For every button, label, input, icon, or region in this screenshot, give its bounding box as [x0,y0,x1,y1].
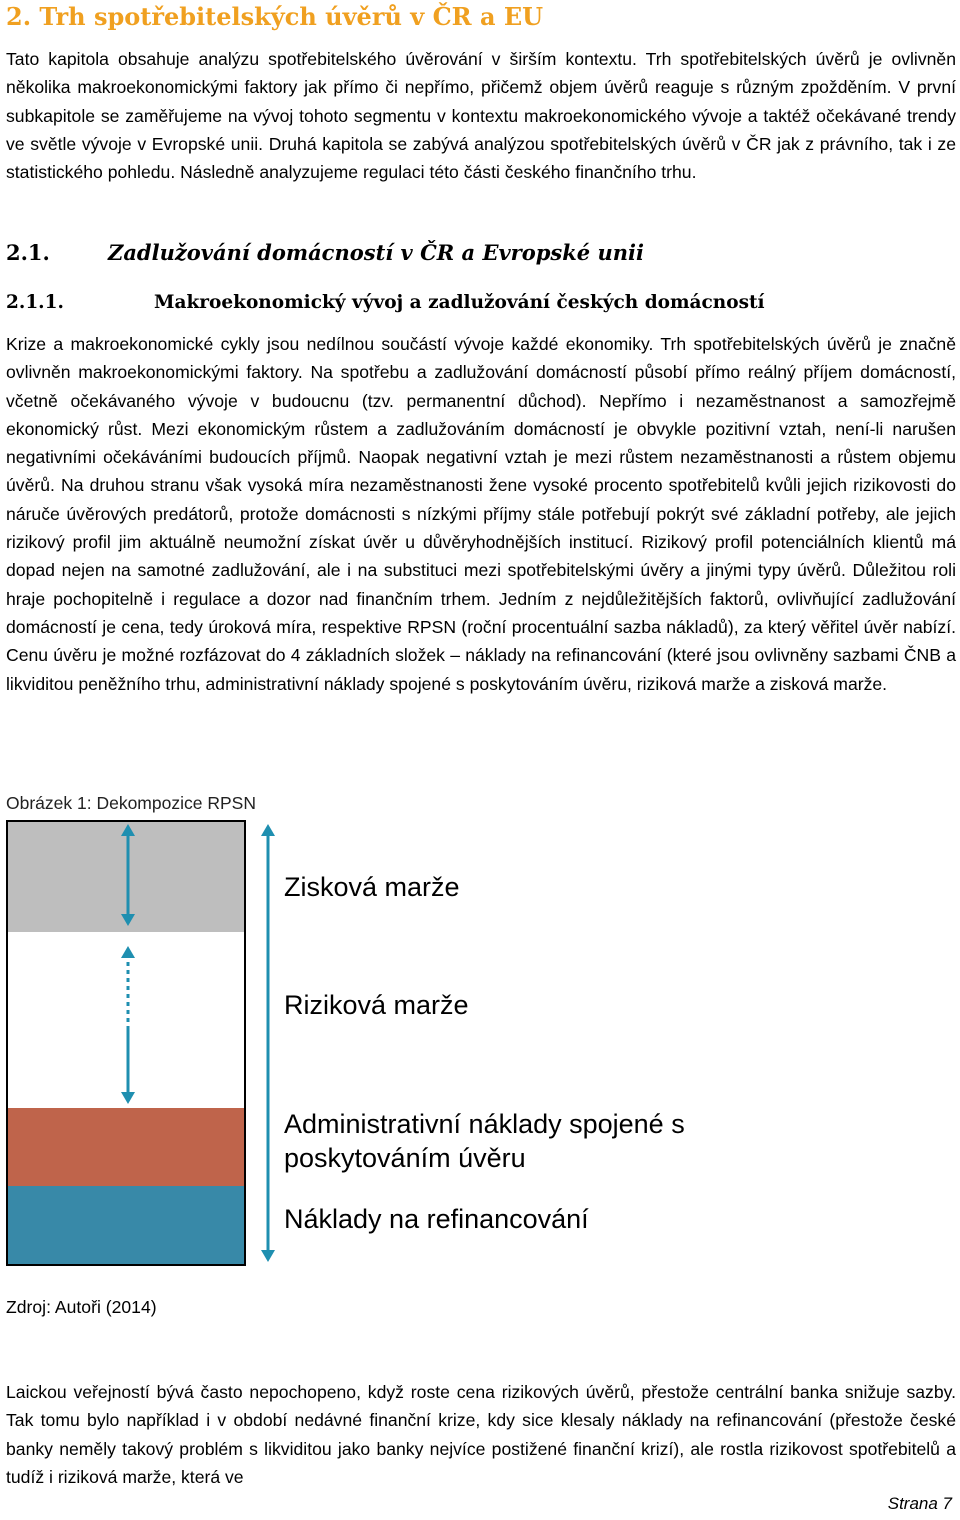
intro-paragraph: Tato kapitola obsahuje analýzu spotřebitelského úvěrování v širším kontextu. Trh spotřebitelských úvěrů je ovlivněn několika makroekonomickými faktory jak přímo či nepřímo, přičemž objem úvěrů reaguje s různým zpožděním. V první subkapitole se zaměřujeme na vývoj tohoto segmentu v kontextu makroekonomického vývoje a taktéž očekávané trendy ve světle vývoje v Evropské unii. Druhá kapitola se zabývá analýzou spotřebitelských úvěrů v ČR jak z právního, tak i ze statistického pohledu. Následně analyzujeme regulaci této části českého finančního trhu. [6,49,956,183]
profit-margin-label: Zisková marže [284,872,460,902]
figure-source: Zdroj: Autoři (2014) [6,1297,157,1317]
section-title: Zadlužování domácností v ČR a Evropské unii [108,240,644,265]
rpsn-decomposition-figure [6,820,956,1270]
refinancing-costs-label: Náklady na refinancování [284,1204,589,1234]
body-paragraph: Krize a makroekonomické cykly jsou nedílnou součástí vývoje každé ekonomiky. Trh spotřebitelských úvěrů je značně ovlivněn makroekonomickými faktory. Na spotřebu a zadlužování domácností působí přímo reálný příjem domácností, včetně očekávaného vývoje v budoucnu (tzv. permanentní důchod). Nepřímo i nezaměstnanost a samozřejmě ekonomický růst. Mezi ekonomickým růstem a zadlužováním domácností je obvykle pozitivní vztah, není-li narušen negativními očekáváními budoucích příjmů. Naopak negativní vztah je mezi růstem nezaměstnanosti a růstem objemu úvěrů. Na druhou stranu však vysoká míra nezaměstnanosti žene vysoké procento spotřebitelů kvůli jejich rizikovosti do náruče úvěrových predátorů, protože domácnosti s nízkými příjmy stále potřebují pokrýt své základní potřeby, ale jejich rizikový profil jim aktuálně neumožní získat úvěr u důvěryhodnějších institucí. Rizikový profil potenciálních klientů má dopad nejen na samotné zadlužování, ale i na substituci mezi spotřebitelskými úvěry a jinými typy úvěrů. Důležitou roli hraje pochopitelně i regulace a dozor nad finančním trhem. Jedním z nejdůležitějších faktorů, ovlivňující zadlužování domácností je cena, tedy úroková míra, respektive RPSN (roční procentuální sazba nákladů), za který věřitel úvěr nabízí. Cenu úvěru je možné rozfázovat do 4 základních složek – náklady na refinancování (které jsou ovlivněny sazbami ČNB a likviditou peněžního trhu, administrativní náklady spojené s poskytováním úvěru, riziková marže a zisková marže. [6,334,956,694]
admin-costs-label: Administrativní náklady spojené s poskytováním úvěru [284,1109,685,1173]
subsection-number: 2.1.1. [6,292,64,313]
section-heading [6,240,644,265]
subsection-heading [6,292,765,313]
figure-caption: Obrázek 1: Dekompozice RPSN [6,793,256,813]
section-number: 2.1. [6,240,50,265]
risk-margin-label: Riziková marže [284,990,469,1020]
component-arrows [6,820,286,1270]
closing-paragraph: Laickou veřejností bývá často nepochopeno, když roste cena rizikových úvěrů, přestože centrální banka snižuje sazby. Tak tomu bylo například i v období nedávné finanční krize, kdy sice klesaly náklady na refinancování (přestože české banky neměly takový problém s likviditou jako banky nejvíce postižené finanční krizí), ale rostla rizikovost spotřebitelů a tudíž i riziková marže, která ve [6,1382,956,1487]
subsection-title: Makroekonomický vývoj a zadlužování českých domácností [154,292,765,313]
chapter-heading: 2. Trh spotřebitelských úvěrů v ČR a EU [6,2,544,31]
page-number: Strana 7 [887,1494,952,1513]
